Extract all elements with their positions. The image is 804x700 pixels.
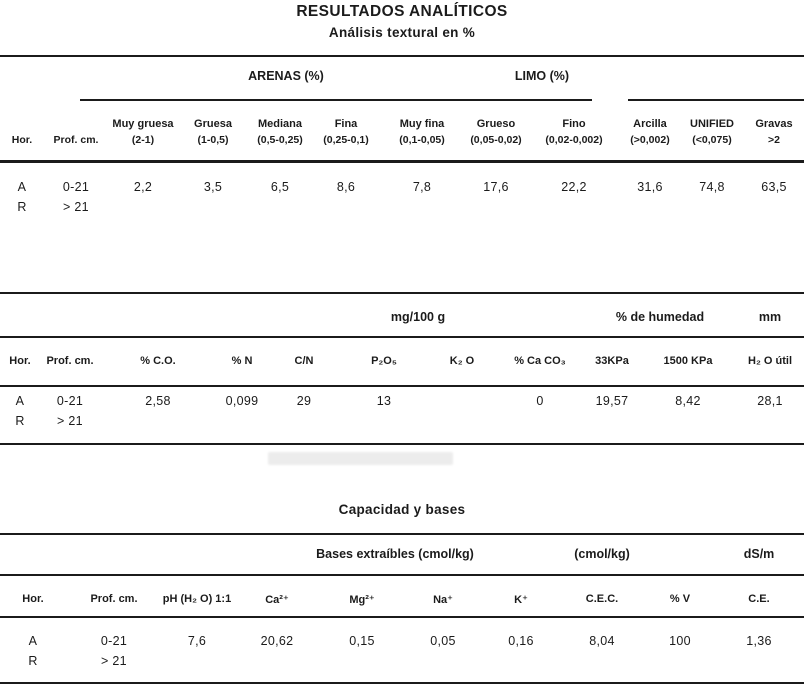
cell-value: 63,5: [761, 180, 787, 194]
hrule: [80, 99, 592, 101]
cell-value: 17,6: [483, 180, 509, 194]
col-header-fina: Fina (0,25-0,1): [323, 118, 369, 146]
hrule: [0, 336, 804, 338]
scan-artifact: [268, 452, 453, 465]
col-header-ca: Ca²⁺: [265, 593, 289, 606]
col-header-k2o: K₂ O: [449, 355, 475, 367]
col-header-arcilla: Arcilla (>0,002): [630, 118, 670, 146]
cell-hor: A: [17, 180, 27, 194]
cell-value: 3,5: [203, 180, 223, 194]
col-header-fino: Fino (0,02-0,002): [545, 118, 603, 146]
col-header-h2o-util: H₂ O útil: [748, 355, 792, 367]
chem-group-row: [0, 307, 804, 327]
table-row: [0, 632, 804, 650]
col-header-prof: Prof. cm.: [90, 593, 138, 605]
hrule: [0, 574, 804, 576]
cell-prof: 0-21: [56, 394, 84, 408]
cell-value: 22,2: [561, 180, 587, 194]
cell-hor: R: [15, 414, 25, 428]
col-header-caco3: % Ca CO₃: [514, 355, 566, 367]
cell-hor: A: [15, 394, 25, 408]
cell-hor: R: [28, 654, 38, 668]
cell-value: 0,099: [225, 394, 259, 408]
page-title: RESULTADOS ANALÍTICOS: [296, 3, 508, 20]
hrule: [0, 682, 804, 684]
col-header-ph: pH (H₂ O) 1:1: [162, 593, 232, 605]
cell-value: 31,6: [637, 180, 663, 194]
cell-value: 8,6: [336, 180, 356, 194]
cell-prof: 0-21: [100, 634, 128, 648]
col-header-1500kpa: 1500 KPa: [663, 355, 713, 367]
texture-header-row: [0, 106, 804, 148]
hrule: [0, 616, 804, 618]
table-row: [0, 198, 804, 216]
page-subtitle: Análisis textural en %: [328, 25, 476, 40]
col-header-mg: Mg²⁺: [349, 593, 375, 606]
cell-value: 0,05: [430, 634, 456, 648]
col-header-muy-fina: Muy fina (0,1-0,05): [399, 118, 445, 146]
col-header-co: % C.O.: [140, 355, 176, 367]
col-header-grueso: Grueso (0,05-0,02): [470, 118, 522, 146]
cell-prof: > 21: [57, 414, 83, 428]
cell-hor: R: [17, 200, 27, 214]
group-cmolkg: (cmol/kg): [574, 547, 630, 561]
cell-value: 6,5: [270, 180, 290, 194]
cell-prof: 0-21: [62, 180, 90, 194]
cell-value: 8,42: [675, 394, 701, 408]
cell-value: 28,1: [757, 394, 783, 408]
col-header-mediana: Mediana (0,5-0,25): [257, 118, 303, 146]
cell-prof: > 21: [63, 200, 89, 214]
cell-value: 2,2: [133, 180, 153, 194]
col-header-gravas: Gravas >2: [755, 118, 793, 146]
cell-value: 19,57: [595, 394, 629, 408]
hrule: [0, 55, 804, 57]
cell-value: 7,8: [412, 180, 432, 194]
chem-header-row: [0, 348, 804, 374]
table-row: [0, 178, 804, 196]
col-header-unified: UNIFIED (<0,075): [690, 118, 734, 146]
bases-group-row: [0, 544, 804, 564]
cell-value: 1,36: [746, 634, 772, 648]
table-row: [0, 652, 804, 670]
hrule: [0, 443, 804, 445]
cell-value: 0: [536, 394, 544, 408]
hrule: [628, 99, 804, 101]
group-bases-extraibles: Bases extraíbles (cmol/kg): [316, 547, 474, 561]
table-row: [0, 392, 804, 410]
texture-group-row: [0, 67, 804, 85]
cell-value: 2,58: [145, 394, 171, 408]
col-header-hor: Hor.: [11, 134, 33, 146]
hrule: [0, 533, 804, 535]
cell-value: 29: [296, 394, 312, 408]
group-mm: mm: [758, 310, 782, 324]
hrule: [0, 292, 804, 294]
cell-value: 7,6: [187, 634, 207, 648]
bases-header-row: [0, 586, 804, 612]
col-header-cn: C/N: [294, 355, 314, 367]
col-header-na: Na⁺: [433, 593, 453, 606]
col-header-cec: C.E.C.: [585, 593, 619, 605]
col-header-v: % V: [669, 593, 691, 605]
cell-value: 74,8: [699, 180, 725, 194]
cell-value: 20,62: [260, 634, 294, 648]
cell-value: 0,16: [508, 634, 534, 648]
col-header-ce: C.E.: [748, 593, 770, 605]
cell-value: 0,15: [349, 634, 375, 648]
col-header-p2o5: P₂O₅: [371, 355, 397, 367]
bases-table-title: Capacidad y bases: [338, 502, 466, 517]
col-header-hor: Hor.: [9, 355, 31, 367]
table-row: [0, 412, 804, 430]
cell-hor: A: [28, 634, 38, 648]
group-arenas: ARENAS (%): [248, 69, 324, 83]
group-dsm: dS/m: [743, 547, 775, 561]
hrule: [0, 160, 804, 163]
col-header-gruesa: Gruesa (1-0,5): [194, 118, 232, 146]
cell-value: 100: [669, 634, 691, 648]
col-header-muy-gruesa: Muy gruesa (2-1): [112, 118, 174, 146]
cell-value: 8,04: [589, 634, 615, 648]
group-limo: LIMO (%): [514, 69, 570, 83]
col-header-k: K⁺: [514, 593, 528, 606]
col-header-prof: Prof. cm.: [46, 355, 94, 367]
group-humedad: % de humedad: [615, 310, 705, 324]
col-header-33kpa: 33KPa: [595, 355, 629, 367]
col-header-n: % N: [231, 355, 253, 367]
cell-value: 13: [376, 394, 392, 408]
col-header-hor: Hor.: [22, 593, 44, 605]
col-header-prof: Prof. cm.: [53, 134, 99, 146]
hrule: [0, 385, 804, 387]
cell-prof: > 21: [101, 654, 127, 668]
group-mg100g: mg/100 g: [390, 310, 446, 324]
